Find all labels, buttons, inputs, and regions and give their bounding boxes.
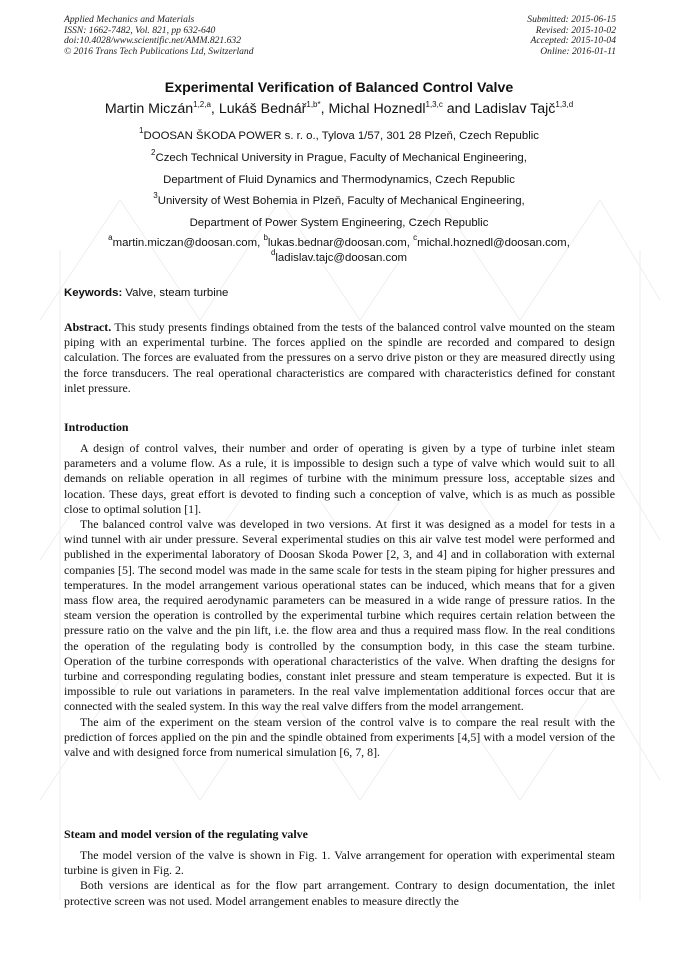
paragraph: The balanced control valve was developed in two versions. At first it was designed as a model for tests in a wind tunnel with air under pressure. Several experimental studies on this air valve test model were performed and published in the experimental laboratory of Doosan Skoda Power [2, 3, and 4] and in collaboration with external companies [5]. The second model was made in the same scale for tests in the steam piping for higher pressures and temperatures. In the model arrangement various operational states can be induced, which means that for a given mass flow area, the required aerodynamic parameters can be measured in a wide range of pressure ratios. In the steam version the operation is controlled by the experimental turbine which requires certain relation between the pressure ratio on the valve and the pin lift, i.e. the flow area and thus a required mass flow. In the real conditions the operation of the regulating body is controlled by the consumption body, in this case the steam turbine. Operation of the turbine corresponds with operational characteristics of the valve. When drafting the designs for turbine and corresponding regulating bodies, constant inlet pressure and steam temperature is expected. But it is impossible to rule out variations in parameters. In the real valve implementation additional forces occur that are connected with the sealed system. In this way the real valve differs from the model arrangement.	[64, 517, 615, 714]
author-separator: ,	[320, 101, 329, 117]
keywords-text: Valve, steam turbine	[125, 287, 229, 299]
publication-dates	[527, 15, 616, 57]
abstract	[64, 320, 615, 396]
email-line: $^d$ladislav.tajc@doosan.com	[270, 248, 408, 264]
date-revised: Revised: 2015-10-02	[535, 24, 616, 36]
author-affiliation-marker: 1,3,c	[425, 100, 443, 109]
date-online: Online: 2016-01-11	[540, 45, 616, 57]
author-name: Martin Miczán	[104, 101, 194, 117]
journal-issn: ISSN: 1662-7482, Vol. 821, pp 632-640	[64, 24, 216, 36]
author-list	[0, 101, 678, 117]
date-submitted: Submitted: 2015-06-15	[527, 14, 616, 25]
paragraph: A design of control valves, their number and order of operating is given by a type of turbine inlet steam parameters and a volume flow. As a rule, it is impossible to design such a type of valve which would suit to all demands on reliable operation in all regimes of turbine with the minimum pressure loss, acceptable sizes and location. These days, great effort is devoted to finding such a conception of valve, which is as much as possible close to optimal solution [1].	[64, 441, 615, 516]
affiliation-line: $^3$University of West Bohemia in Plzeň, Faculty of Mechanical Engineering,	[153, 191, 525, 207]
journal-copyright: © 2016 Trans Tech Publications Ltd, Switzerland	[64, 45, 254, 57]
author-affiliation-marker: 1,2,a	[193, 100, 211, 109]
journal-name: Applied Mechanics and Materials	[64, 14, 195, 25]
email-link[interactable]: michal.hoznedl@doosan.com	[417, 237, 567, 249]
abstract-label: Abstract.	[64, 320, 112, 334]
keywords-label: Keywords:	[64, 287, 123, 299]
section-body	[64, 441, 615, 760]
author-name: Lukáš Bednář	[218, 101, 307, 117]
date-accepted: Accepted: 2015-10-04	[530, 35, 616, 47]
paragraph: The model version of the valve is shown in Fig. 1. Valve arrangement for operation with experimental steam turbine is given in Fig. 2.	[64, 848, 615, 878]
author-affiliation-marker: 1,3,d	[555, 100, 574, 109]
email-link[interactable]: ladislav.tajc@doosan.com	[275, 252, 408, 264]
email-line: $^a$martin.miczan@doosan.com, $^b$lukas.bednar@doosan.com, $^c$michal.hoznedl@doosan.com,	[108, 233, 570, 249]
journal-doi: doi:10.4028/www.scientific.net/AMM.821.632	[64, 35, 242, 47]
section-heading: Steam and model version of the regulating valve	[64, 827, 308, 841]
author-name: Ladislav Tajč	[474, 101, 556, 117]
affiliation-line: Department of Power System Engineering, Czech Republic	[189, 217, 489, 229]
paper-title: Experimental Verification of Balanced Control Valve	[164, 80, 514, 96]
affiliation-line: Department of Fluid Dynamics and Thermodynamics, Czech Republic	[163, 174, 515, 186]
section-heading: Introduction	[64, 420, 129, 434]
section-body	[64, 848, 615, 909]
journal-info	[64, 15, 254, 57]
author-affiliation-marker: 1,b*	[306, 100, 321, 109]
author-name: Michal Hoznedl	[328, 101, 426, 117]
author-separator: and	[442, 101, 475, 117]
paragraph: Both versions are identical as for the flow part arrangement. Contrary to design documentation, the inlet protective screen was not used. Model arrangement enables to measure directly the	[64, 878, 615, 908]
author-separator: ,	[210, 101, 219, 117]
email-link[interactable]: lukas.bednar@doosan.com	[267, 237, 407, 249]
email-link[interactable]: martin.miczan@doosan.com	[112, 237, 258, 249]
abstract-text: This study presents findings obtained from the tests of the balanced control valve mounted on the steam piping with an experimental turbine. The forces applied on the spindle are recorded and compared to design calculation. The forces are evaluated from the pressures on a servo drive piston or they are measured directly using the force transducers. The real operational characteristics are compared with characteristics defined for constant inlet pressure.	[64, 320, 615, 395]
affiliation-line: $^1$DOOSAN ŠKODA POWER s. r. o., Tylova 1/57, 301 28 Plzeň, Czech Republic	[139, 126, 539, 142]
keywords	[64, 287, 228, 299]
affiliation-line: $^2$Czech Technical University in Prague, Faculty of Mechanical Engineering,	[151, 148, 527, 164]
paragraph: The aim of the experiment on the steam version of the control valve is to compare the real result with the prediction of forces applied on the pin and the spindle obtained from experiments [4,5] with a model version of the valve and with designed force from numerical simulation [6, 7, 8].	[64, 714, 615, 760]
